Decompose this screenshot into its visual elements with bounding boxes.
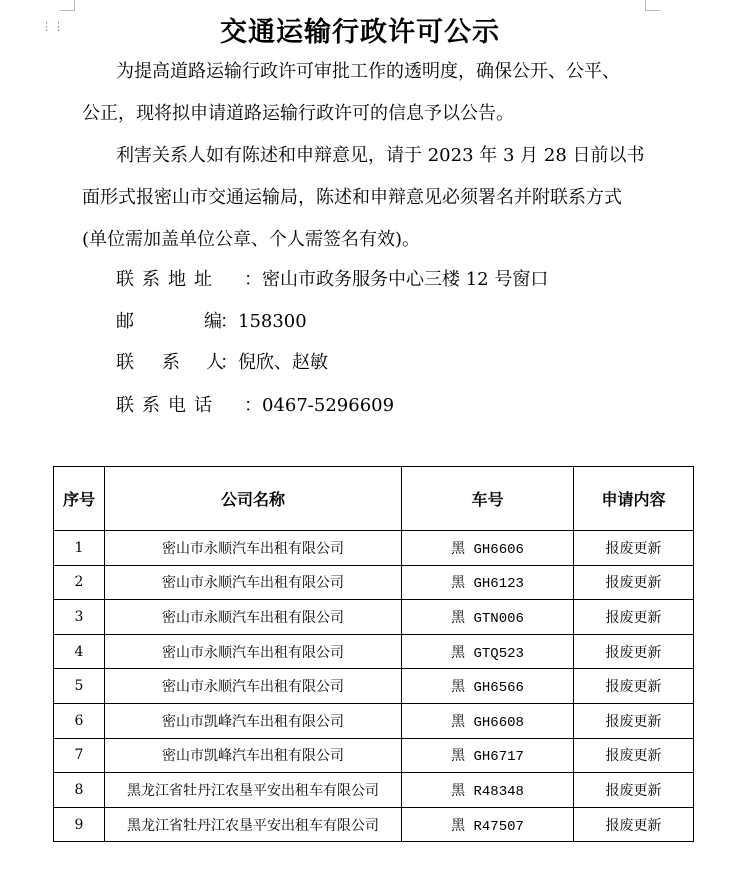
row-request: 报废更新: [574, 600, 694, 635]
row-request: 报废更新: [574, 531, 694, 566]
row-index: 1: [54, 531, 105, 566]
row-index: 4: [54, 634, 105, 669]
contact-postcode-label-2: 编: [204, 311, 222, 332]
contact-phone-separator: ：: [244, 395, 262, 416]
contact-address-separator: ：: [244, 269, 262, 290]
table-row: [54, 565, 694, 600]
row-request: 报废更新: [574, 773, 694, 808]
contact-address-value: 密山市政务服务中心三楼 12 号窗口: [262, 269, 549, 290]
objection-line-1: 利害关系人如有陈述和申辩意见，请于 2023 年 3 月 28 日前以书: [116, 145, 645, 166]
row-company: 密山市永顺汽车出租有限公司: [105, 634, 402, 669]
drag-handle-icon[interactable]: ⋮⋮: [41, 20, 65, 33]
row-plate: 黑 GH6717: [402, 738, 574, 773]
header-request: 申请内容: [574, 467, 694, 531]
table-row: [54, 773, 694, 808]
row-company: 黑龙江省牡丹江农垦平安出租车有限公司: [105, 773, 402, 808]
contact-postcode-label-1: 邮: [116, 311, 134, 332]
contact-phone: [116, 394, 394, 418]
intro-line-1: 为提高道路运输行政许可审批工作的透明度，确保公开、公平、: [116, 61, 620, 82]
contact-person: [116, 351, 328, 375]
contact-phone-value: 0467-5296609: [262, 395, 395, 416]
contact-phone-label: 联系电话: [116, 395, 220, 416]
permit-table: [53, 466, 694, 842]
header-plate: 车号: [402, 467, 574, 531]
contact-postcode: [116, 310, 307, 334]
contact-postcode-value: 158300: [238, 311, 307, 332]
row-index: 9: [54, 807, 105, 842]
row-index: 6: [54, 703, 105, 738]
row-request: 报废更新: [574, 669, 694, 704]
contact-person-label-3: 人: [206, 352, 224, 373]
row-request: 报废更新: [574, 807, 694, 842]
row-index: 7: [54, 738, 105, 773]
row-plate: 黑 GH6606: [402, 531, 574, 566]
row-index: 8: [54, 773, 105, 808]
contact-address: [116, 268, 548, 292]
intro-paragraph: [82, 51, 662, 135]
objection-line-2: 面形式报密山市交通运输局，陈述和申辩意见必须署名并附联系方式: [82, 187, 622, 208]
table-row: [54, 807, 694, 842]
row-request: 报废更新: [574, 565, 694, 600]
contact-postcode-separator: ：: [220, 311, 238, 332]
row-company: 密山市凯峰汽车出租有限公司: [105, 738, 402, 773]
table-row: [54, 669, 694, 704]
row-company: 密山市永顺汽车出租有限公司: [105, 600, 402, 635]
row-company: 密山市永顺汽车出租有限公司: [105, 565, 402, 600]
table-row: [54, 600, 694, 635]
table-row: [54, 634, 694, 669]
page-title: 交通运输行政许可公示: [220, 17, 500, 48]
row-index: 2: [54, 565, 105, 600]
objection-paragraph: [82, 135, 662, 261]
header-company: 公司名称: [105, 467, 402, 531]
row-index: 5: [54, 669, 105, 704]
row-request: 报废更新: [574, 703, 694, 738]
row-plate: 黑 GTQ523: [402, 634, 574, 669]
row-request: 报废更新: [574, 738, 694, 773]
row-index: 3: [54, 600, 105, 635]
table-row: [54, 703, 694, 738]
table-row: [54, 531, 694, 566]
row-company: 密山市凯峰汽车出租有限公司: [105, 703, 402, 738]
row-plate: 黑 GTN006: [402, 600, 574, 635]
row-company: 密山市永顺汽车出租有限公司: [105, 531, 402, 566]
intro-line-2: 公正，现将拟申请道路运输行政许可的信息予以公告。: [82, 103, 514, 124]
row-company: 黑龙江省牡丹江农垦平安出租车有限公司: [105, 807, 402, 842]
contact-person-label-1: 联: [116, 352, 134, 373]
contact-person-label-2: 系: [162, 352, 180, 373]
header-index: 序号: [54, 467, 105, 531]
row-plate: 黑 GH6608: [402, 703, 574, 738]
row-request: 报废更新: [574, 634, 694, 669]
contact-person-value: 倪欣、赵敏: [238, 352, 328, 373]
row-plate: 黑 GH6566: [402, 669, 574, 704]
row-plate: 黑 R47507: [402, 807, 574, 842]
row-company: 密山市永顺汽车出租有限公司: [105, 669, 402, 704]
contact-address-label: 联系地址: [116, 269, 220, 290]
row-plate: 黑 R48348: [402, 773, 574, 808]
contact-person-separator: ：: [220, 352, 238, 373]
row-plate: 黑 GH6123: [402, 565, 574, 600]
table-header-row: [54, 467, 694, 531]
objection-line-3: (单位需加盖单位公章、个人需签名有效)。: [82, 229, 421, 250]
table-row: [54, 738, 694, 773]
